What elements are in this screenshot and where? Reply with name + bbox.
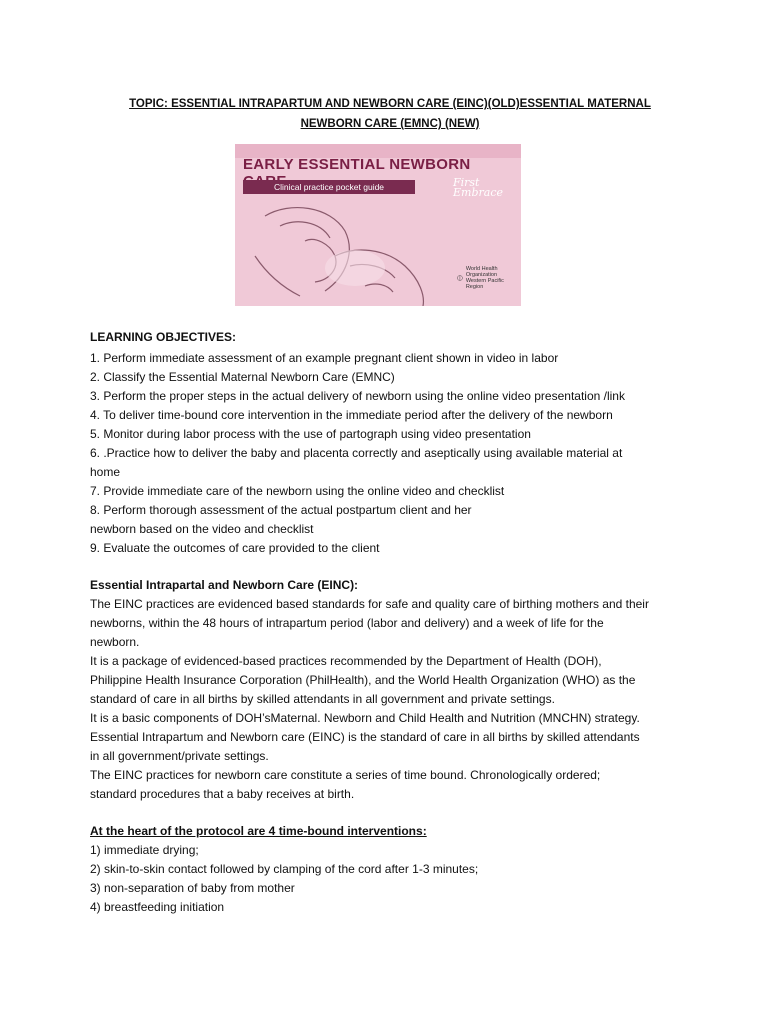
list-item: 1. Perform immediate assessment of an example pregnant client shown in video in labor bbox=[90, 351, 559, 365]
pocket-guide-cover-image bbox=[235, 144, 521, 306]
list-item: 4) breastfeeding initiation bbox=[90, 900, 225, 914]
list-item: 9. Evaluate the outcomes of care provided to the client bbox=[90, 541, 380, 555]
protocol-interventions-list bbox=[90, 841, 690, 917]
einc-heading: Essential Intrapartal and Newborn Care (EINC): bbox=[90, 578, 359, 592]
topic-title-line-1: TOPIC: ESSENTIAL INTRAPARTUM AND NEWBORN CARE (EINC)(OLD)ESSENTIAL MATERNAL bbox=[129, 98, 651, 110]
paragraph-line: Philippine Health Insurance Corporation (PhilHealth), and the World Health Organization (WHO) as the bbox=[90, 673, 636, 687]
protocol-heading: At the heart of the protocol are 4 time-bound interventions: bbox=[90, 824, 427, 838]
paragraph-line: newborn. bbox=[90, 635, 140, 649]
first-embrace-logo: First Embrace bbox=[453, 176, 503, 199]
list-item: 2. Classify the Essential Maternal Newborn Care (EMNC) bbox=[90, 370, 395, 384]
list-item: 3. Perform the proper steps in the actual delivery of newborn using the online video presentation /link bbox=[90, 389, 625, 403]
cover-subtitle: Clinical practice pocket guide bbox=[243, 180, 415, 194]
learning-objectives-heading: LEARNING OBJECTIVES: bbox=[90, 330, 237, 344]
paragraph-line: Essential Intrapartum and Newborn care (EINC) is the standard of care in all births by skilled attendants bbox=[90, 730, 640, 744]
list-item: home bbox=[90, 465, 121, 479]
paragraph-line: standard procedures that a baby receives at birth. bbox=[90, 787, 355, 801]
list-item: 8. Perform thorough assessment of the actual postpartum client and her bbox=[90, 503, 472, 517]
list-item: 4. To deliver time-bound core intervention in the immediate period after the delivery of the newborn bbox=[90, 408, 613, 422]
paragraph-line: The EINC practices for newborn care constitute a series of time bound. Chronologically ordered; bbox=[90, 768, 601, 782]
topic-title-line-2: NEWBORN CARE (EMNC) (NEW) bbox=[300, 118, 480, 130]
list-item: 7. Provide immediate care of the newborn using the online video and checklist bbox=[90, 484, 505, 498]
paragraph-line: standard of care in all births by skilled attendants in all government and private settings. bbox=[90, 692, 555, 706]
who-text: World Health Organization Western Pacific Region bbox=[465, 266, 504, 290]
learning-objectives-list bbox=[90, 349, 690, 558]
paragraph-line: The EINC practices are evidenced based standards for safe and quality care of birthing mothers and their bbox=[90, 597, 649, 611]
list-item: 2) skin-to-skin contact followed by clamping of the cord after 1-3 minutes; bbox=[90, 862, 479, 876]
einc-paragraph bbox=[90, 595, 690, 804]
who-logo bbox=[457, 266, 517, 290]
paragraph-line: It is a package of evidenced-based practices recommended by the Department of Health (DOH), bbox=[90, 654, 602, 668]
list-item: 5. Monitor during labor process with the use of partograph using video presentation bbox=[90, 427, 531, 441]
mother-baby-illustration bbox=[235, 196, 455, 306]
who-emblem-icon bbox=[457, 271, 463, 285]
list-item: newborn based on the video and checklist bbox=[90, 522, 314, 536]
cover-title: EARLY ESSENTIAL NEWBORN bbox=[243, 156, 471, 173]
paragraph-line: in all government/private settings. bbox=[90, 749, 269, 763]
paragraph-line: It is a basic components of DOH’sMaternal. Newborn and Child Health and Nutrition (MNCHN) strategy. bbox=[90, 711, 640, 725]
paragraph-line: newborns, within the 48 hours of intrapartum period (labor and delivery) and a week of life for the bbox=[90, 616, 604, 630]
list-item: 3) non-separation of baby from mother bbox=[90, 881, 295, 895]
list-item: 1) immediate drying; bbox=[90, 843, 199, 857]
document-page bbox=[90, 94, 690, 917]
list-item: 6. .Practice how to deliver the baby and placenta correctly and aseptically using available material at bbox=[90, 446, 623, 460]
